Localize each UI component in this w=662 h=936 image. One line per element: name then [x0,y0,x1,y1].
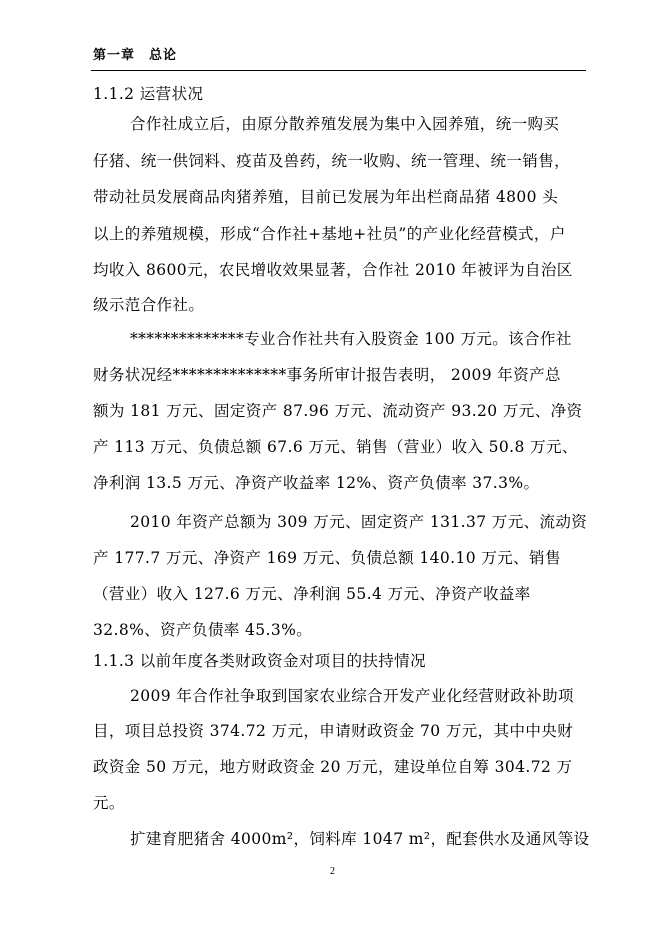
paragraph-line: 2009 年合作社争取到国家农业综合开发产业化经营财政补助项 [130,687,574,705]
section-heading-1-1-2: 1.1.2 运营状况 [93,85,204,103]
page-number: 2 [330,866,335,877]
paragraph-line: **************专业合作社共有入股资金 100 万元。该合作社 [130,330,572,348]
paragraph-line: 产 177.7 万元、净资产 169 万元、负债总额 140.10 万元、销售 [93,549,561,567]
running-header [93,44,177,63]
chapter-title: 总论 [149,48,178,63]
paragraph-line: 目，项目总投资 374.72 万元，申请财政资金 70 万元，其中中央财 [93,722,574,740]
section-heading-1-1-3: 1.1.3 以前年度各类财政资金对项目的扶持情况 [93,652,426,670]
paragraph-line: 32.8%、资产负债率 45.3%。 [93,621,313,639]
paragraph-line: 合作社成立后，由原分散养殖发展为集中入园养殖，统一购买 [130,115,560,133]
paragraph-line: 带动社员发展商品肉猪养殖，目前已发展为年出栏商品猪 4800 头 [93,188,559,206]
paragraph-line: 仔猪、统一供饲料、疫苗及兽药，统一收购、统一管理、统一销售， [93,152,571,170]
paragraph-line: 2010 年资产总额为 309 万元、固定资产 131.37 万元、流动资 [130,513,588,531]
paragraph-line: 元。 [93,794,125,812]
chapter-label: 第一章 [93,48,136,63]
paragraph-line: 均收入 8600元，农民增收效果显著，合作社 2010 年被评为自治区 [93,261,573,279]
paragraph-line: 以上的养殖规模，形成“合作社+基地+社员”的产业化经营模式，户 [93,225,566,243]
paragraph-line: （营业）收入 127.6 万元、净利润 55.4 万元、净资产收益率 [93,585,531,603]
paragraph-line: 净利润 13.5 万元、净资产收益率 12%、资产负债率 37.3%。 [93,474,540,492]
paragraph-line: 产 113 万元、负债总额 67.6 万元、销售（营业）收入 50.8 万元、 [93,438,578,456]
paragraph-line: 政资金 50 万元，地方财政资金 20 万元，建设单位自筹 304.72 万 [93,758,573,776]
paragraph-line: 额为 181 万元、固定资产 87.96 万元、流动资产 93.20 万元、净资 [93,402,583,420]
paragraph-line: 级示范合作社。 [93,296,205,314]
paragraph-line: 扩建育肥猪舍 4000m²，饲料库 1047 m²，配套供水及通风等设 [130,830,590,848]
paragraph-line: 财务状况经**************事务所审计报告表明， 2009 年资产总 [93,366,561,384]
header-rule [91,70,586,71]
